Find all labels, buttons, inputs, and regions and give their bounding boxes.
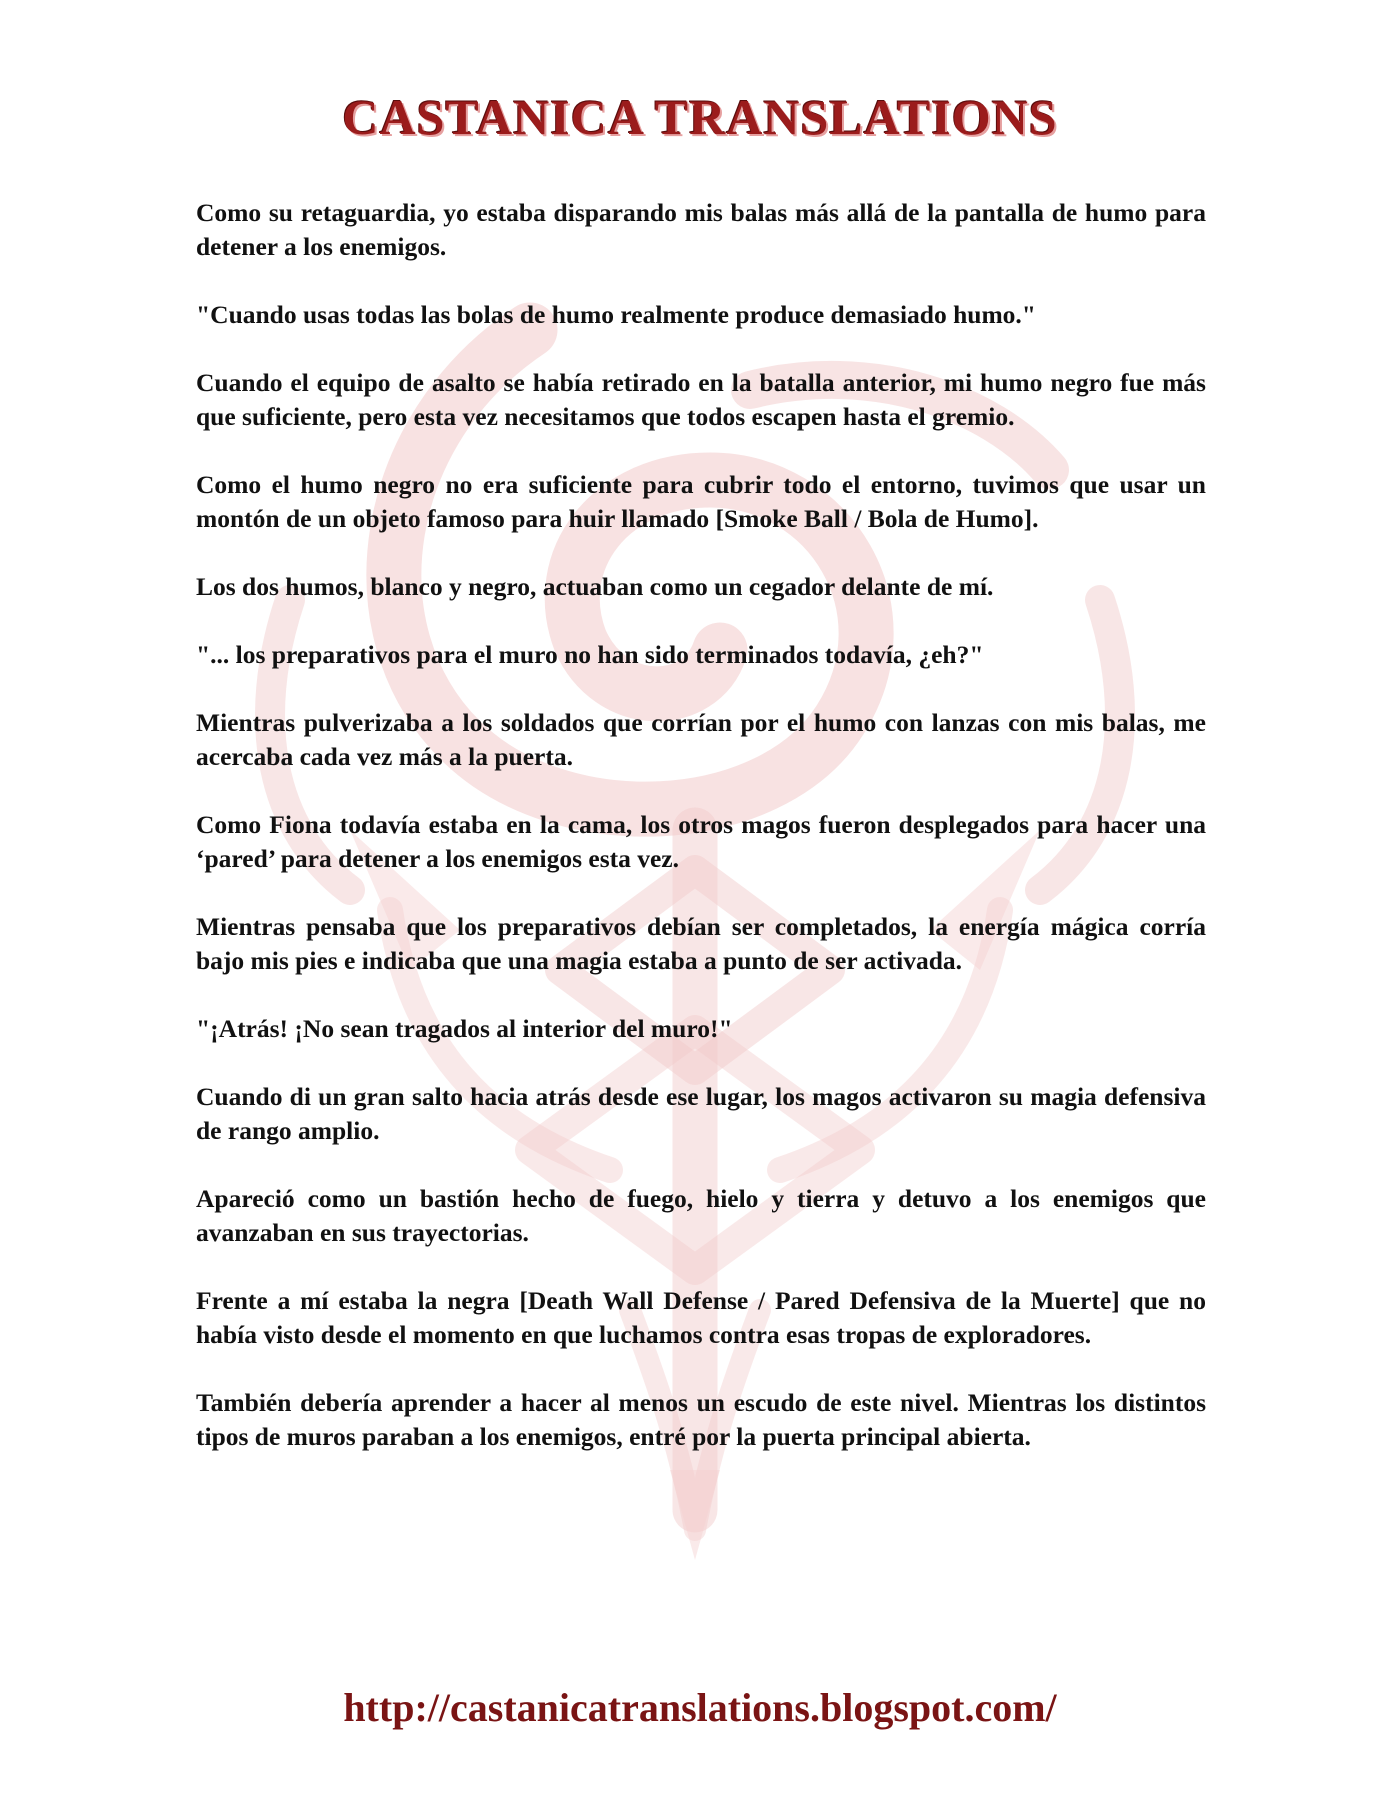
paragraph: Cuando el equipo de asalto se había retirado en la batalla anterior, mi humo negro fue más que suficiente, pero esta vez necesitamos que todos escapen hasta el gremio. xyxy=(196,368,1206,431)
paragraph: Como Fiona todavía estaba en la cama, los otros magos fueron desplegados para hacer una ‘pared’ para detener a los enemigos esta vez. xyxy=(196,810,1206,873)
paragraph: "¡Atrás! ¡No sean tragados al interior del muro!" xyxy=(196,1014,733,1043)
paragraph: Como su retaguardia, yo estaba disparando mis balas más allá de la pantalla de humo para detener a los enemigos. xyxy=(196,198,1206,261)
paragraph: Como el humo negro no era suficiente para cubrir todo el entorno, tuvimos que usar un montón de un objeto famoso para huir llamado [Smoke Ball / Bola de Humo]. xyxy=(196,470,1206,533)
paragraph: Cuando di un gran salto hacia atrás desde ese lugar, los magos activaron su magia defensiva de rango amplio. xyxy=(196,1082,1206,1145)
paragraph: "... los preparativos para el muro no han sido terminados todavía, ¿eh?" xyxy=(196,640,984,669)
paragraph: Apareció como un bastión hecho de fuego, hielo y tierra y detuvo a los enemigos que avanzaban en sus trayectorias. xyxy=(196,1184,1206,1247)
paragraph: "Cuando usas todas las bolas de humo realmente produce demasiado humo." xyxy=(196,300,1036,329)
paragraph: También debería aprender a hacer al menos un escudo de este nivel. Mientras los distintos tipos de muros paraban a los enemigos, entré por la puerta principal abierta. xyxy=(196,1388,1206,1451)
paragraph: Mientras pulverizaba a los soldados que corrían por el humo con lanzas con mis balas, me acercaba cada vez más a la puerta. xyxy=(196,708,1206,771)
paragraph: Mientras pensaba que los preparativos debían ser completados, la energía mágica corría bajo mis pies e indicaba que una magia estaba a punto de ser activada. xyxy=(196,912,1206,975)
document-body xyxy=(196,196,1206,1488)
page-title: CASTANICA TRANSLATIONS xyxy=(342,89,1058,145)
footer-url-link[interactable]: http://castanicatranslations.blogspot.com/ xyxy=(343,1685,1057,1730)
paragraph: Los dos humos, blanco y negro, actuaban como un cegador delante de mí. xyxy=(196,572,994,601)
paragraph: Frente a mí estaba la negra [Death Wall Defense / Pared Defensiva de la Muerte] que no había visto desde el momento en que luchamos contra esas tropas de exploradores. xyxy=(196,1286,1206,1349)
